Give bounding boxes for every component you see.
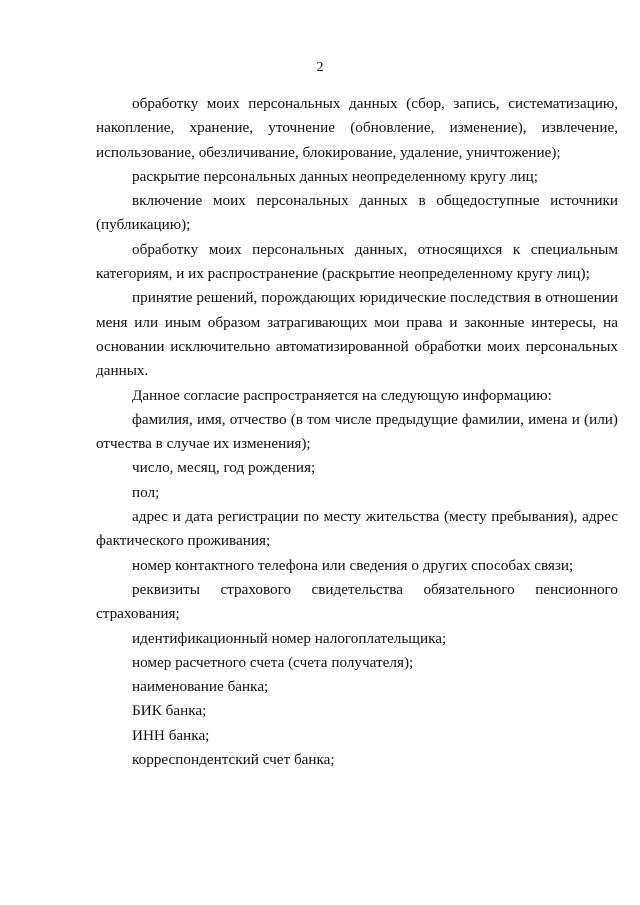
list-item-gender: пол;: [132, 483, 160, 501]
paragraph-special-categories: обработку моих персональных данных, относящихся к специальным категориям, и их распространение (раскрытие неопределенному кругу лиц);: [96, 240, 618, 283]
list-item-account-number: номер расчетного счета (счета получателя);: [132, 653, 414, 671]
list-item-bank-inn: ИНН банка;: [132, 726, 210, 744]
page-number: 2: [316, 60, 324, 75]
list-item-full-name: фамилия, имя, отчество (в том числе предыдущие фамилии, имена и (или) отчества в случае их изменения);: [96, 410, 618, 453]
paragraph-automated-decisions: принятие решений, порождающих юридические последствия в отношении меня или иным образом затрагивающих мои права и законные интересы, на основании исключительно автоматизированной обработки моих персональных данных.: [96, 289, 618, 380]
document-body: [96, 92, 618, 772]
list-item-correspondent-account: корреспондентский счет банка;: [132, 751, 335, 769]
paragraph-processing-actions: обработку моих персональных данных (сбор, запись, систематизацию, накопление, хранение, уточнение (обновление, изменение), извлечение, использование, обезличивание, блокирование, удаление, уничтожение);: [96, 95, 618, 161]
list-item-birth-date: число, месяц, год рождения;: [132, 459, 316, 477]
list-item-bank-name: наименование банка;: [132, 678, 269, 696]
list-item-phone: номер контактного телефона или сведения о других способах связи;: [132, 556, 574, 574]
paragraph-disclosure: раскрытие персональных данных неопределенному кругу лиц;: [132, 167, 539, 185]
list-item-bank-bic: БИК банка;: [132, 702, 207, 720]
list-item-pension-insurance: реквизиты страхового свидетельства обязательного пенсионного страхования;: [96, 580, 618, 623]
paragraph-consent-scope: Данное согласие распространяется на следующую информацию:: [132, 386, 552, 404]
list-item-taxpayer-id: идентификационный номер налогоплательщика;: [132, 629, 447, 647]
list-item-address: адрес и дата регистрации по месту жительства (месту пребывания), адрес фактического проживания;: [96, 508, 618, 550]
paragraph-public-sources: включение моих персональных данных в общедоступные источники (публикацию);: [96, 192, 618, 234]
